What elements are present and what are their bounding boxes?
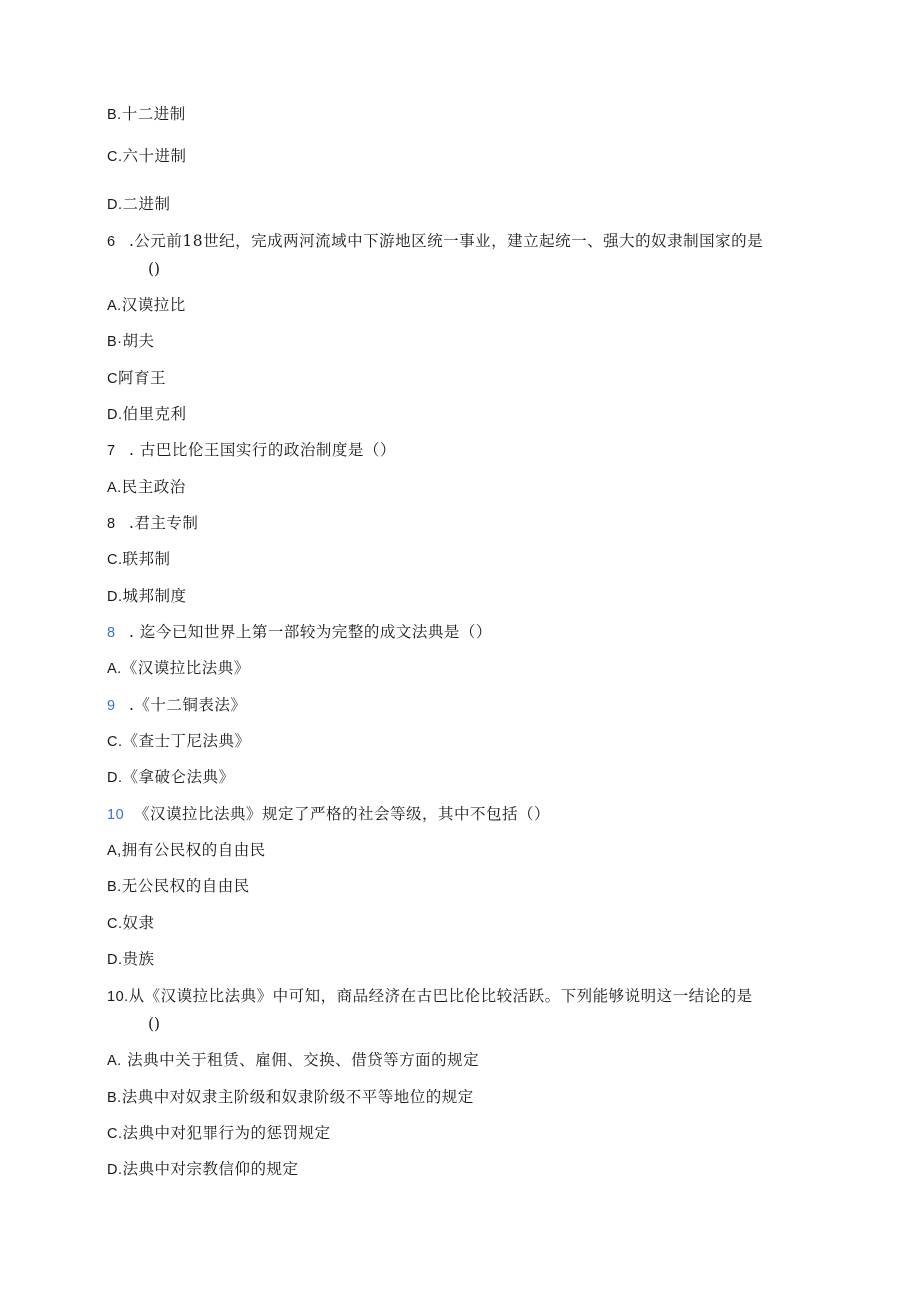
- option-text: 《汉谟拉比法典》: [121, 659, 250, 677]
- question-line: [107, 804, 550, 825]
- question-number: 8: [107, 516, 116, 532]
- option-line: [107, 731, 251, 752]
- option-label: C: [107, 371, 118, 387]
- option-text: 贵族: [122, 950, 155, 968]
- question-line: [107, 231, 763, 252]
- option-text: 联邦制: [122, 550, 171, 568]
- option-text: 拥有公民权的自由民: [121, 841, 266, 859]
- question-continuation: (): [148, 260, 161, 278]
- option-line: [107, 104, 186, 125]
- option-line: [107, 1050, 479, 1071]
- option-text: 《拿破仑法典》: [122, 768, 235, 786]
- question-line: [107, 513, 198, 534]
- option-label: D.: [107, 589, 123, 605]
- option-line: [107, 477, 186, 498]
- option-label: C.: [107, 1126, 123, 1142]
- question-line: [107, 986, 753, 1007]
- option-text: 法典中对奴隶主阶级和奴隶阶级不平等地位的规定: [121, 1088, 474, 1106]
- question-continuation: (): [148, 1015, 161, 1033]
- option-text: 汉谟拉比: [121, 296, 186, 314]
- option-label: C.: [107, 552, 123, 568]
- option-label: D.: [107, 952, 123, 968]
- question-text: 从《汉谟拉比法典》中可知，商品经济在古巴比伦比较活跃。下列能够说明这一结论的是: [128, 987, 753, 1005]
- question-number: 10.: [107, 989, 129, 1005]
- question-number: 9: [107, 698, 116, 714]
- option-text: 城邦制度: [122, 587, 187, 605]
- option-line: [107, 295, 186, 316]
- option-line: [107, 913, 155, 934]
- option-line: [107, 658, 250, 679]
- option-text: 六十进制: [122, 147, 187, 165]
- option-text: 法典中对宗教信仰的规定: [122, 1160, 299, 1178]
- option-label: B.: [107, 1090, 122, 1106]
- question-number: 8: [107, 625, 116, 641]
- option-text: 《查士丁尼法典》: [122, 732, 251, 750]
- question-text: .《十二铜表法》: [129, 696, 247, 714]
- option-line: [107, 194, 171, 215]
- option-line: [107, 549, 171, 570]
- option-label: A,: [107, 843, 122, 859]
- option-line: [107, 146, 187, 167]
- question-text: . 迄今已知世界上第一部较为完整的成文法典是（）: [129, 623, 492, 641]
- question-line: [107, 622, 492, 643]
- option-label: A.: [107, 1053, 122, 1069]
- option-label: B.: [107, 879, 122, 895]
- question-text: .君主专制: [129, 514, 199, 532]
- option-text: 法典中关于租赁、雇佣、交换、借贷等方面的规定: [121, 1051, 480, 1069]
- option-label: C.: [107, 149, 123, 165]
- option-label: C.: [107, 916, 123, 932]
- option-label: C.: [107, 734, 123, 750]
- option-label: D.: [107, 770, 123, 786]
- option-label: D.: [107, 197, 123, 213]
- question-number: 7: [107, 443, 116, 459]
- question-number: 10: [107, 807, 125, 823]
- option-line: [107, 404, 187, 425]
- option-line: [107, 1159, 299, 1180]
- option-label: D.: [107, 1162, 123, 1178]
- option-line: [107, 331, 155, 352]
- option-line: [107, 586, 187, 607]
- option-line: [107, 949, 155, 970]
- option-line: [107, 876, 250, 897]
- option-line: [107, 840, 266, 861]
- question-number: 6: [107, 234, 116, 250]
- option-text: 法典中对犯罪行为的惩罚规定: [122, 1124, 331, 1142]
- option-label: A.: [107, 480, 122, 496]
- option-line: [107, 767, 235, 788]
- option-label: B·: [107, 334, 123, 350]
- option-text: 伯里克利: [122, 405, 187, 423]
- option-text: 奴隶: [122, 914, 155, 932]
- question-text: .公元前18世纪，完成两河流域中下游地区统一事业，建立起统一、强大的奴隶制国家的是: [129, 232, 764, 250]
- question-text: . 古巴比伦王国实行的政治制度是（）: [129, 441, 396, 459]
- option-line: [107, 368, 166, 389]
- option-text: 阿育王: [117, 369, 166, 387]
- question-text: 《汉谟拉比法典》规定了严格的社会等级，其中不包括（）: [134, 805, 551, 823]
- option-label: A.: [107, 298, 122, 314]
- option-line: [107, 1123, 331, 1144]
- question-line: [107, 695, 246, 716]
- option-text: 无公民权的自由民: [121, 877, 250, 895]
- option-line: [107, 1087, 474, 1108]
- option-text: 胡夫: [122, 332, 155, 350]
- option-label: D.: [107, 407, 123, 423]
- option-text: 十二进制: [121, 105, 186, 123]
- option-label: A.: [107, 661, 122, 677]
- option-label: B.: [107, 107, 122, 123]
- question-line: [107, 440, 396, 461]
- option-text: 民主政治: [121, 478, 186, 496]
- option-text: 二进制: [122, 195, 171, 213]
